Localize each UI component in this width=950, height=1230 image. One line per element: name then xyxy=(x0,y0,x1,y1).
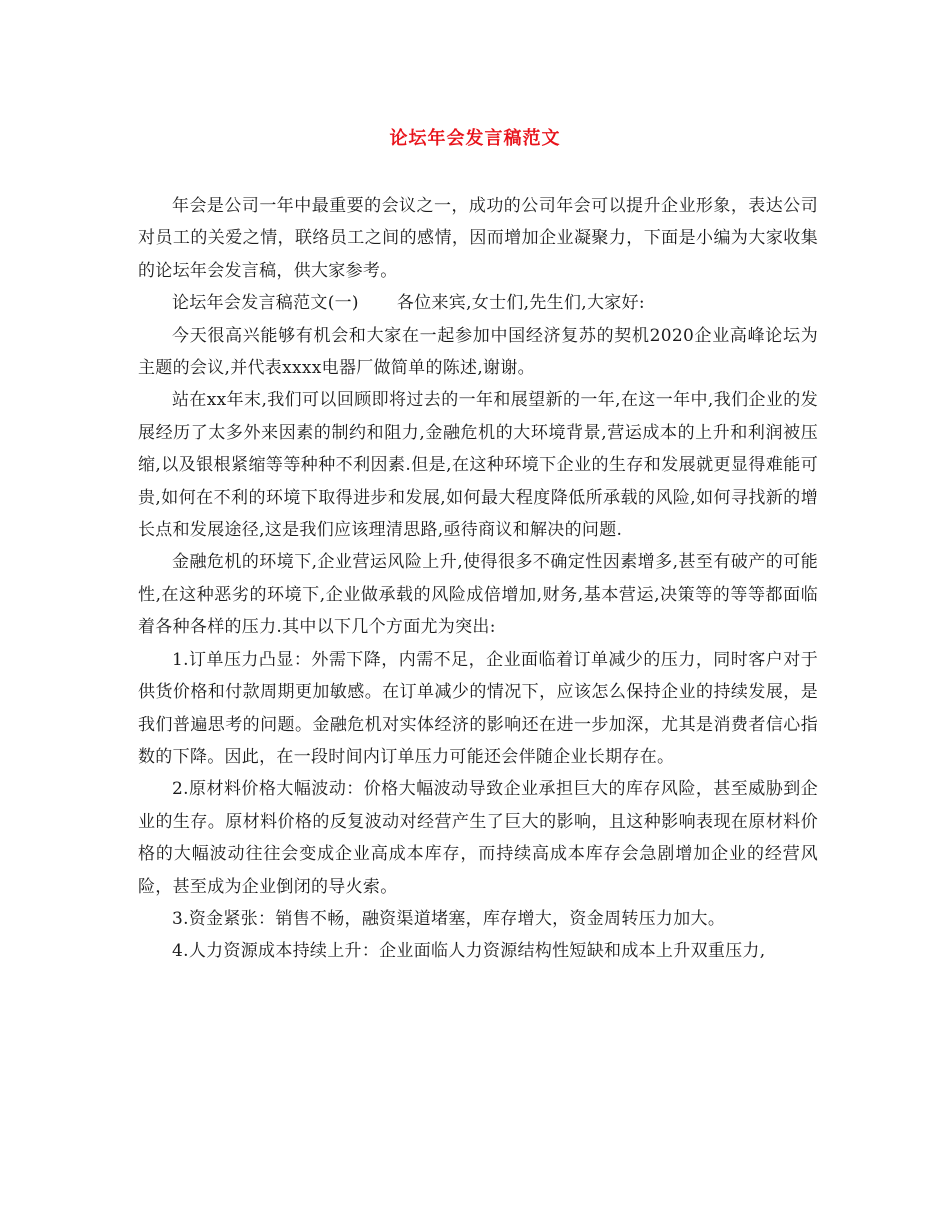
document-title: 论坛年会发言稿范文 xyxy=(389,128,561,149)
paragraph-point-2: 2.原材料价格大幅波动：价格大幅波动导致企业承担巨大的库存风险，甚至威胁到企业的生存。原材料价格的反复波动对经营产生了巨大的影响，且这种影响表现在原材料价格的大幅波动往往会变成企业高成本库存，而持续高成本库存会急剧增加企业的经营风险，甚至成为企业倒闭的导火索。 xyxy=(138,779,818,897)
paragraph-intro: 年会是公司一年中最重要的会议之一，成功的公司年会可以提升企业形象，表达公司对员工的关爱之情，联络员工之间的感情，因而增加企业凝聚力，下面是小编为大家收集的论坛年会发言稿，供大家参考。 xyxy=(138,196,818,281)
document-body xyxy=(138,190,818,968)
paragraph-opening: 今天很高兴能够有机会和大家在一起参加中国经济复苏的契机2020企业高峰论坛为主题的会议,并代表xxxx电器厂做简单的陈述,谢谢。 xyxy=(138,325,818,379)
greeting: 各位来宾,女士们,先生们,大家好: xyxy=(396,293,645,314)
paragraph-point-4: 4.人力资源成本持续上升：企业面临人力资源结构性短缺和成本上升双重压力, xyxy=(172,941,766,962)
paragraph-point-3: 3.资金紧张：销售不畅，融资渠道堵塞，库存增大，资金周转压力加大。 xyxy=(172,908,726,929)
section-heading: 论坛年会发言稿范文(一) xyxy=(172,293,359,314)
paragraph-review: 站在xx年末,我们可以回顾即将过去的一年和展望新的一年,在这一年中,我们企业的发展经历了太多外来因素的制约和阻力,金融危机的大环境背景,营运成本的上升和利润被压缩,以及银根紧缩等等种种不利因素.但是,在这种环境下企业的生存和发展就更显得难能可贵,如何在不利的环境下取得进步和发展,如何最大程度降低所承载的风险,如何寻找新的增长点和发展途径,这是我们应该理清思路,亟待商议和解决的问题. xyxy=(138,390,818,541)
paragraph-point-1: 1.订单压力凸显：外需下降，内需不足，企业面临着订单减少的压力，同时客户对于供货价格和付款周期更加敏感。在订单减少的情况下，应该怎么保持企业的持续发展，是我们普遍思考的问题。金融危机对实体经济的影响还在进一步加深，尤其是消费者信心指数的下降。因此，在一段时间内订单压力可能还会伴随企业长期存在。 xyxy=(138,649,818,767)
paragraph-risks: 金融危机的环境下,企业营运风险上升,使得很多不确定性因素增多,甚至有破产的可能性,在这种恶劣的环境下,企业做承载的风险成倍增加,财务,基本营运,决策等的等等都面临着各种各样的压力.其中以下几个方面尤为突出: xyxy=(138,552,818,638)
paragraph-heading-line xyxy=(138,287,818,319)
